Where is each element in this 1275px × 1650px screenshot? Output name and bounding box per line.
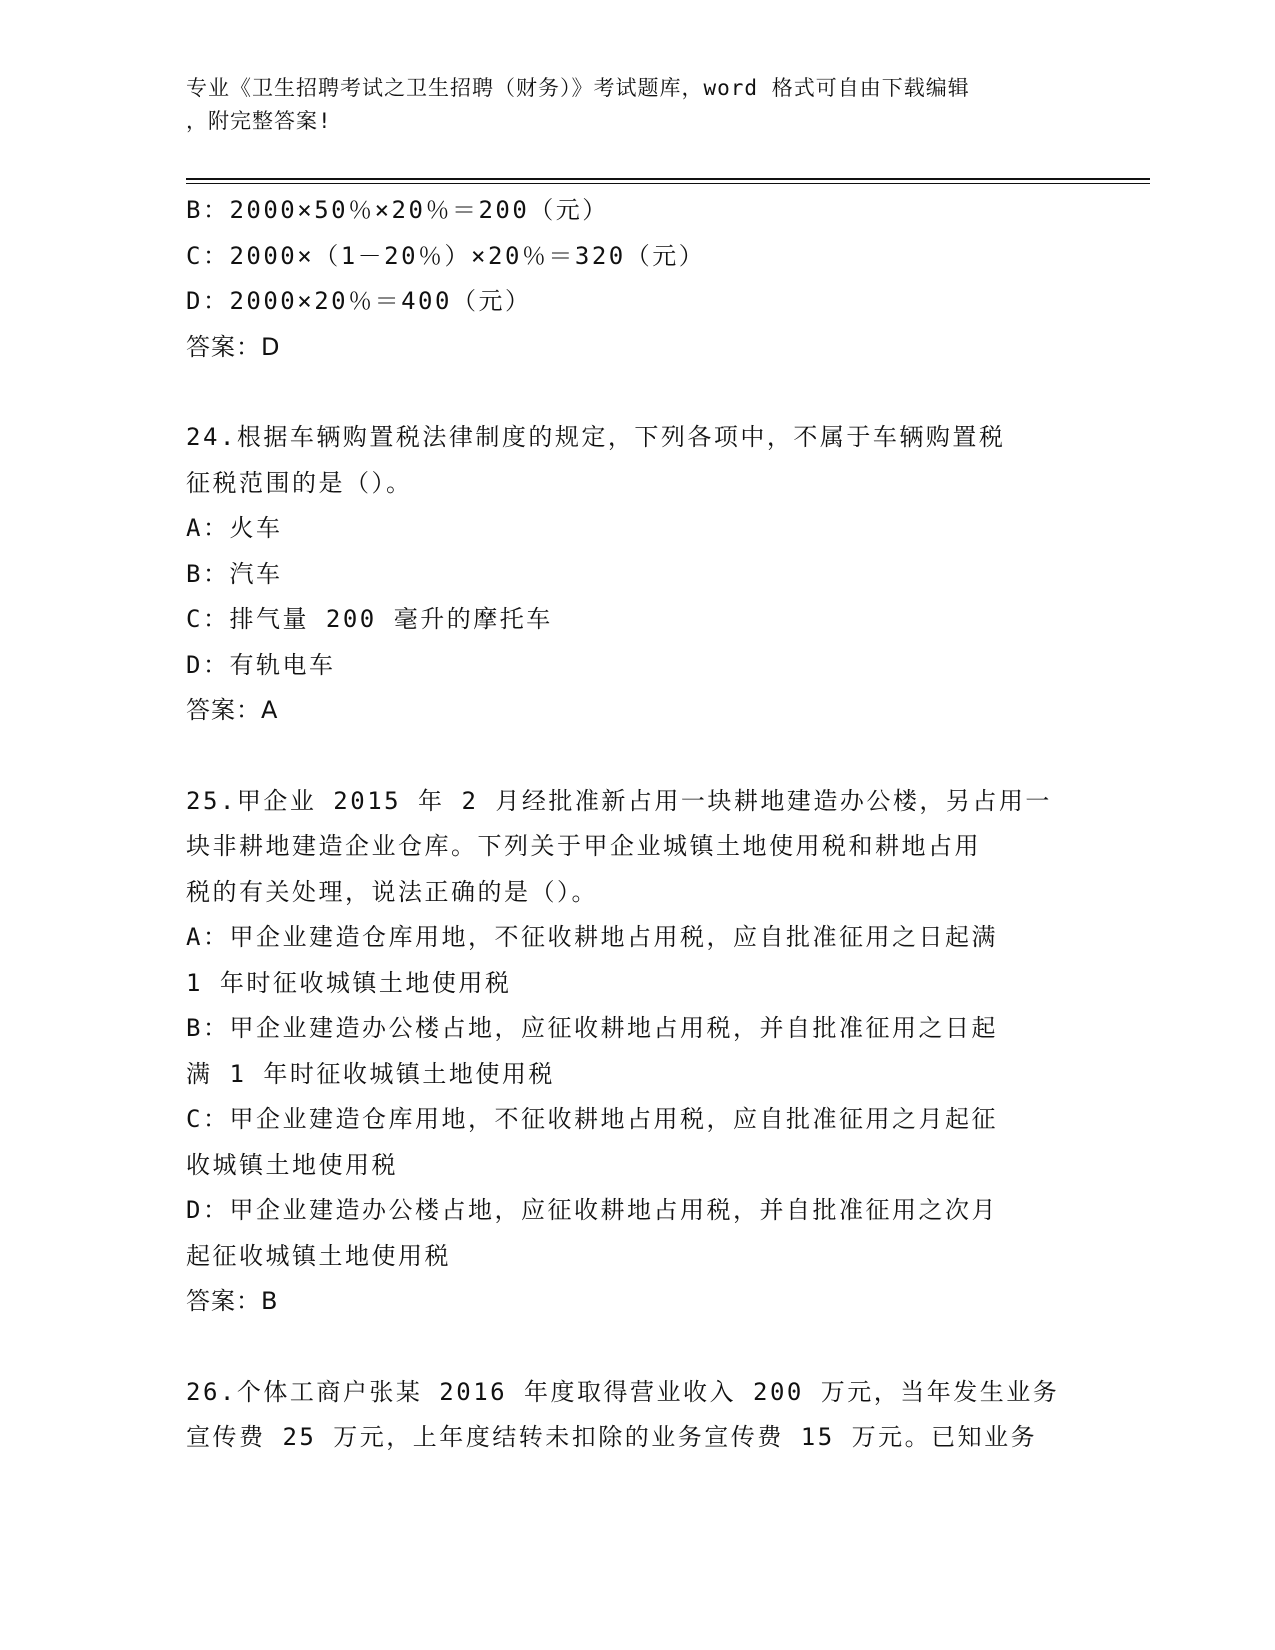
option-d: D：2000×20％＝400（元） <box>186 287 532 315</box>
question-24 <box>186 415 1086 734</box>
option-c-cont: 收城镇土地使用税 <box>186 1150 398 1179</box>
answer: 答案：B <box>186 1287 279 1315</box>
question-stem-cont: 宣传费 25 万元，上年度结转未扣除的业务宣传费 15 万元。已知业务 <box>186 1423 1038 1451</box>
question-stem: 25.甲企业 2015 年 2 月经批准新占用一块耕地建造办公楼，另占用一 <box>186 786 1052 815</box>
question-stem-cont: 税的有关处理，说法正确的是（）。 <box>186 877 598 906</box>
header-line-2: ，附完整答案! <box>186 109 332 133</box>
question-list <box>186 188 1086 1461</box>
answer: 答案：D <box>186 332 281 361</box>
option-b: B：汽车 <box>186 559 283 588</box>
question-25 <box>186 779 1086 1325</box>
option-c: C：排气量 200 毫升的摩托车 <box>186 605 553 633</box>
option-d: D：甲企业建造办公楼占地，应征收耕地占用税，并自批准征用之次月 <box>186 1196 998 1224</box>
option-a: A：火车 <box>186 514 283 542</box>
header-divider-thick <box>186 178 1150 180</box>
option-a-cont: 1 年时征收城镇土地使用税 <box>186 968 512 997</box>
option-d: D：有轨电车 <box>186 650 336 679</box>
option-c: C：甲企业建造仓库用地，不征收耕地占用税，应自批准征用之月起征 <box>186 1105 998 1133</box>
header-divider-thin <box>186 183 1150 184</box>
question-stem-cont: 征税范围的是（）。 <box>186 468 413 497</box>
option-d-cont: 起征收城镇土地使用税 <box>186 1241 451 1270</box>
header-line-1: 专业《卫生招聘考试之卫生招聘（财务）》考试题库，word 格式可自由下载编辑 <box>186 76 970 100</box>
question-26 <box>186 1370 1086 1461</box>
question-23 <box>186 188 1086 370</box>
answer: 答案：A <box>186 696 279 724</box>
document-header <box>186 72 1066 138</box>
question-stem: 24.根据车辆购置税法律制度的规定，下列各项中，不属于车辆购置税 <box>186 423 1006 451</box>
option-b: B：2000×50％×20％＝200（元） <box>186 196 609 224</box>
question-stem-cont: 块非耕地建造企业仓库。下列关于甲企业城镇土地使用税和耕地占用 <box>186 832 981 860</box>
question-stem: 26.个体工商户张某 2016 年度取得营业收入 200 万元，当年发生业务 <box>186 1377 1060 1406</box>
option-b: B：甲企业建造办公楼占地，应征收耕地占用税，并自批准征用之日起 <box>186 1014 998 1042</box>
option-a: A：甲企业建造仓库用地，不征收耕地占用税，应自批准征用之日起满 <box>186 923 998 951</box>
option-b-cont: 满 1 年时征收城镇土地使用税 <box>186 1059 555 1088</box>
option-c: C：2000×（1－20％）×20％＝320（元） <box>186 241 706 270</box>
